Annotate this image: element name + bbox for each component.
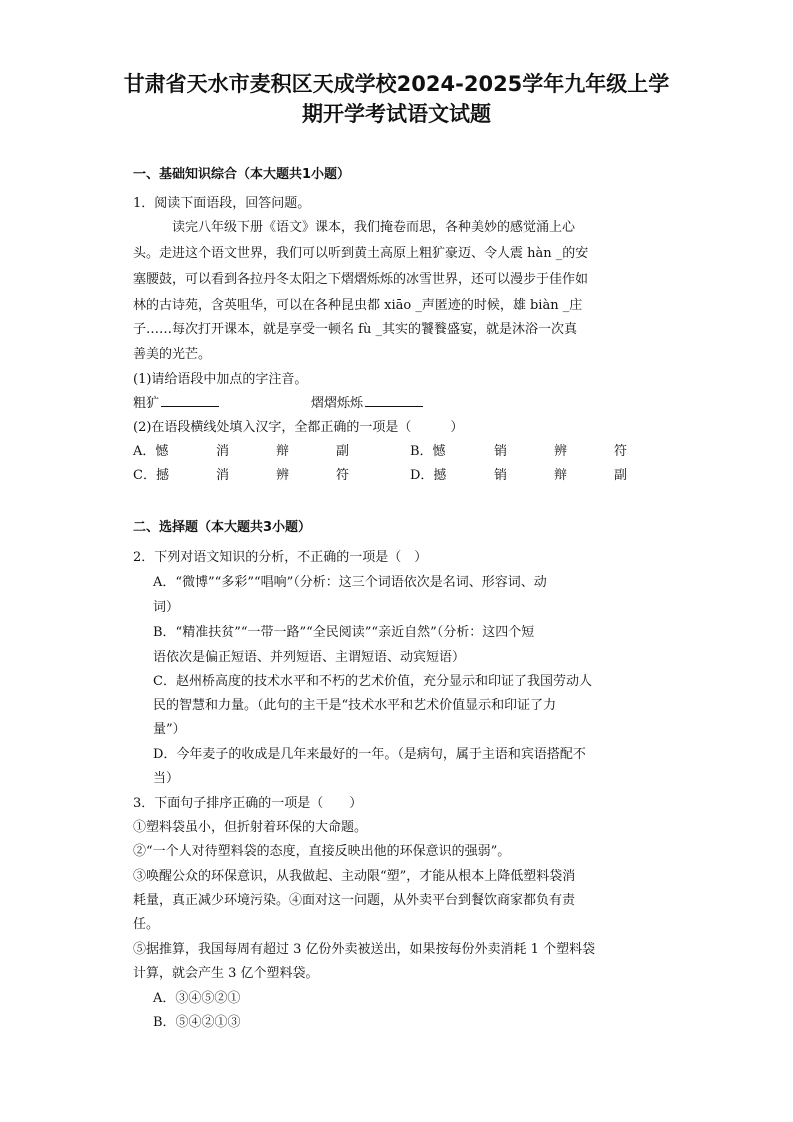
sub-question-1: (1)请给语段中加点的字注音。 bbox=[133, 372, 308, 387]
q2-option-a-line2: 词） bbox=[153, 600, 180, 615]
option-a-char3: 辩 bbox=[276, 444, 290, 459]
option-b-char3: 辨 bbox=[554, 444, 568, 459]
option-d-label[interactable]: D．撼 bbox=[410, 468, 447, 483]
q2-option-c-line1[interactable]: C．赵州桥高度的技术水平和不朽的艺术价值，充分显示和印证了我国劳动人 bbox=[153, 674, 592, 689]
q3-option-b[interactable]: B．⑤④②①③ bbox=[153, 1015, 241, 1030]
q2-stem: 2．下列对语文知识的分析，不正确的一项是（ ） bbox=[133, 550, 428, 565]
option-d-char3: 辩 bbox=[554, 468, 568, 483]
answer-word-2 bbox=[311, 392, 423, 411]
q3-sentence-3c: 任。 bbox=[133, 917, 160, 932]
q2-option-b-line2: 语依次是偏正短语、并列短语、主谓短语、动宾短语） bbox=[153, 650, 466, 665]
passage-line-6: 善美的光芒。 bbox=[133, 347, 212, 362]
q3-sentence-2: ②“一个人对待塑料袋的态度，直接反映出他的环保意识的强弱”。 bbox=[133, 844, 511, 859]
passage-line-1: 读完八年级下册《语文》课本，我们掩卷而思，各种美妙的感觉涌上心 bbox=[172, 220, 576, 235]
option-c-label[interactable]: C．撼 bbox=[133, 468, 169, 483]
sub-question-2: (2)在语段横线处填入汉字，全都正确的一项是（ ） bbox=[133, 420, 464, 435]
passage-line-3: 塞腰鼓，可以看到各拉丹冬太阳之下熠熠烁烁的冰雪世界，还可以漫步于佳作如 bbox=[133, 272, 589, 287]
q3-option-a[interactable]: A．③④⑤②① bbox=[153, 991, 241, 1006]
option-a-label[interactable]: A．憾 bbox=[133, 444, 169, 459]
section2-heading: 二、选择题（本大题共3小题） bbox=[133, 520, 312, 535]
option-c-char4: 符 bbox=[336, 468, 350, 483]
passage-line-4: 林的古诗苑，含英咀华，可以在各种昆虫都 xiāo _声匿迹的时候，雄 biàn _庄 bbox=[133, 298, 583, 313]
q3-sentence-5b: 计算，就会产生 3 亿个塑料袋。 bbox=[133, 966, 319, 981]
q1-intro: 1．阅读下面语段，回答问题。 bbox=[133, 196, 311, 211]
q3-sentence-1: ①塑料袋虽小，但折射着环保的大命题。 bbox=[133, 820, 368, 835]
answer-blank-1[interactable] bbox=[161, 394, 219, 407]
q2-option-a-line1[interactable]: A．“微博”“多彩”“唱响”（分析：这三个词语依次是名词、形容词、动 bbox=[153, 575, 547, 590]
q2-option-d-line2: 当） bbox=[153, 771, 180, 786]
q3-sentence-5: ⑤据推算，我国每周有超过 3 亿份外卖被送出，如果按每份外卖消耗 1 个塑料袋 bbox=[133, 942, 596, 957]
option-c-char3: 辨 bbox=[276, 468, 290, 483]
q3-sentence-3: ③唤醒公众的环保意识，从我做起、主动限“塑”，才能从根本上降低塑料袋消 bbox=[133, 869, 576, 884]
q2-option-c-line2: 民的智慧和力量。（此句的主干是“技术水平和艺术价值显示和印证了力 bbox=[153, 698, 557, 713]
passage-line-2: 头。走进这个语文世界，我们可以听到黄土高原上粗犷豪迈、令人震 hàn _的安 bbox=[133, 246, 589, 261]
exam-title-line2: 期开学考试语文试题 bbox=[302, 102, 491, 126]
q3-stem: 3．下面句子排序正确的一项是（ ） bbox=[133, 796, 363, 811]
option-d-char4: 副 bbox=[614, 468, 628, 483]
option-a-char2: 消 bbox=[216, 444, 230, 459]
answer-blank-2[interactable] bbox=[365, 394, 423, 407]
option-a-char4: 副 bbox=[336, 444, 350, 459]
exam-title-line1: 甘肃省天水市麦积区天成学校2024-2025学年九年级上学 bbox=[123, 72, 670, 96]
q3-sentence-3b: 耗量，真正减少环境污染。④面对这一问题，从外卖平台到餐饮商家都负有责 bbox=[133, 893, 576, 908]
q2-option-d-line1[interactable]: D．今年麦子的收成是几年来最好的一年。（是病句，属于主语和宾语搭配不 bbox=[153, 747, 586, 762]
option-c-char2: 消 bbox=[216, 468, 230, 483]
option-b-char4: 符 bbox=[614, 444, 628, 459]
word-2-label: 熠熠烁烁 bbox=[311, 396, 364, 411]
passage-line-5: 子……每次打开课本，就是享受一顿名 fù _其实的饕餮盛宴，就是沐浴一次真 bbox=[133, 322, 577, 337]
q2-option-b-line1[interactable]: B．“精准扶贫”“一带一路”“全民阅读”“亲近自然”（分析：这四个短 bbox=[153, 625, 535, 640]
word-1-label: 粗犷 bbox=[133, 396, 160, 411]
option-b-char2: 销 bbox=[494, 444, 508, 459]
q2-option-c-line3: 量”） bbox=[153, 722, 186, 737]
answer-word-1 bbox=[133, 392, 219, 411]
section1-heading: 一、基础知识综合（本大题共1小题） bbox=[133, 167, 351, 182]
option-b-label[interactable]: B．憾 bbox=[410, 444, 446, 459]
option-d-char2: 销 bbox=[494, 468, 508, 483]
